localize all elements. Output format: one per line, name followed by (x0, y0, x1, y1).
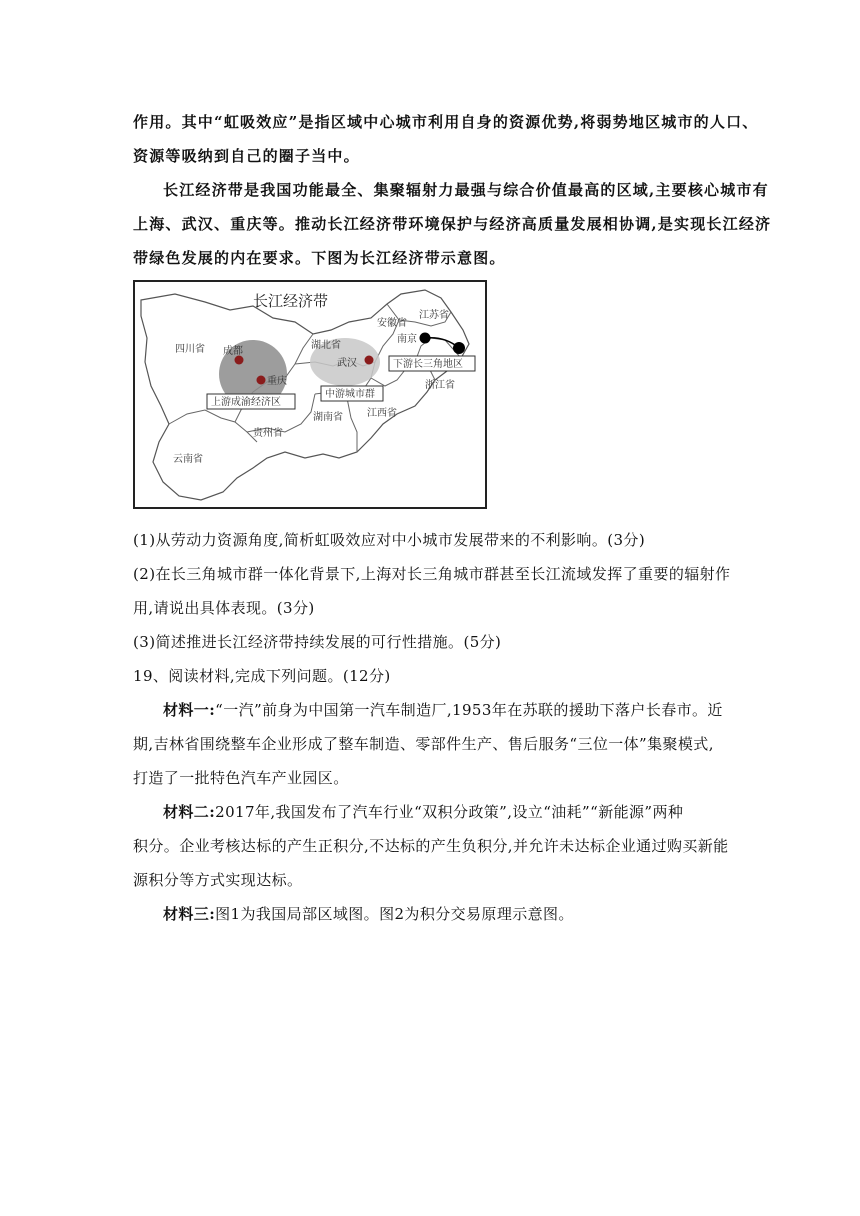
intro-line-4: 上海、武汉、重庆等。推动长江经济带环境保护与经济高质量发展相协调,是实现长江经济 (133, 215, 772, 233)
label-chengdu: 成都 (223, 346, 243, 357)
material-2-line-2: 积分。企业考核达标的产生正积分,不达标的产生负积分,并允许未达标企业通过购买新能 (133, 837, 729, 855)
chongqing-dot (257, 376, 266, 385)
label-jiangxi: 江西省 (367, 408, 397, 419)
question-19-header: 19、阅读材料,完成下列问题。(12分) (133, 667, 391, 685)
label-lower-region: 下游长三角地区 (393, 359, 463, 370)
material-3-label: 材料三: (163, 905, 216, 923)
map-title: 长江经济带 (253, 292, 329, 310)
yangtze-economic-belt-map (133, 280, 487, 509)
intro-line-2: 资源等吸纳到自己的圈子当中。 (133, 147, 360, 165)
map-svg (135, 282, 485, 507)
label-sichuan: 四川省 (175, 344, 205, 355)
label-hubei: 湖北省 (311, 340, 341, 351)
intro-line-5: 带绿色发展的内在要求。下图为长江经济带示意图。 (133, 249, 506, 267)
material-1-text-1: “一汽”前身为中国第一汽车制造厂,1953年在苏联的援助下落户长春市。近 (215, 701, 723, 719)
material-2-label: 材料二: (163, 803, 216, 821)
label-nanjing: 南京 (397, 334, 417, 345)
question-2-line-1: (2)在长三角城市群一体化背景下,上海对长三角城市群甚至长江流域发挥了重要的辐射作 (133, 565, 731, 583)
material-2-text-1: 2017年,我国发布了汽车行业“双积分政策”,设立“油耗”“新能源”两种 (215, 803, 684, 821)
question-2-line-2: 用,请说出具体表现。(3分) (133, 599, 315, 617)
material-3-text-1: 图1为我国局部区域图。图2为积分交易原理示意图。 (215, 905, 574, 923)
intro-line-1: 作用。其中“虹吸效应”是指区域中心城市利用自身的资源优势,将弱势地区城市的人口、 (133, 113, 759, 131)
wuhan-dot (365, 356, 374, 365)
material-3-line-1 (163, 903, 574, 924)
label-anhui: 安徽省 (377, 318, 407, 329)
label-chongqing: 重庆 (267, 376, 287, 387)
belt-outline (141, 290, 469, 500)
material-1-line-2: 期,吉林省围绕整车企业形成了整车制造、零部件生产、售后服务“三位一体”集聚模式, (133, 735, 714, 753)
material-1-label: 材料一: (163, 701, 216, 719)
label-guizhou: 贵州省 (253, 428, 283, 439)
material-1-line-3: 打造了一批特色汽车产业园区。 (133, 769, 349, 787)
label-yunnan: 云南省 (173, 454, 203, 465)
question-3: (3)简述推进长江经济带持续发展的可行性措施。(5分) (133, 633, 502, 651)
question-1: (1)从劳动力资源角度,简析虹吸效应对中小城市发展带来的不利影响。(3分) (133, 531, 646, 549)
label-upper-region: 上游成渝经济区 (211, 397, 281, 408)
label-zhejiang: 浙江省 (425, 380, 455, 391)
material-1-line-1 (163, 699, 723, 720)
label-middle-region: 中游城市群 (325, 389, 375, 400)
label-jiangsu: 江苏省 (419, 310, 449, 321)
label-hunan: 湖南省 (313, 412, 343, 423)
label-wuhan: 武汉 (337, 358, 357, 369)
material-2-line-1 (163, 801, 683, 822)
intro-line-3: 长江经济带是我国功能最全、集聚辐射力最强与综合价值最高的区域,主要核心城市有 (163, 181, 769, 199)
material-2-line-3: 源积分等方式实现达标。 (133, 871, 303, 889)
